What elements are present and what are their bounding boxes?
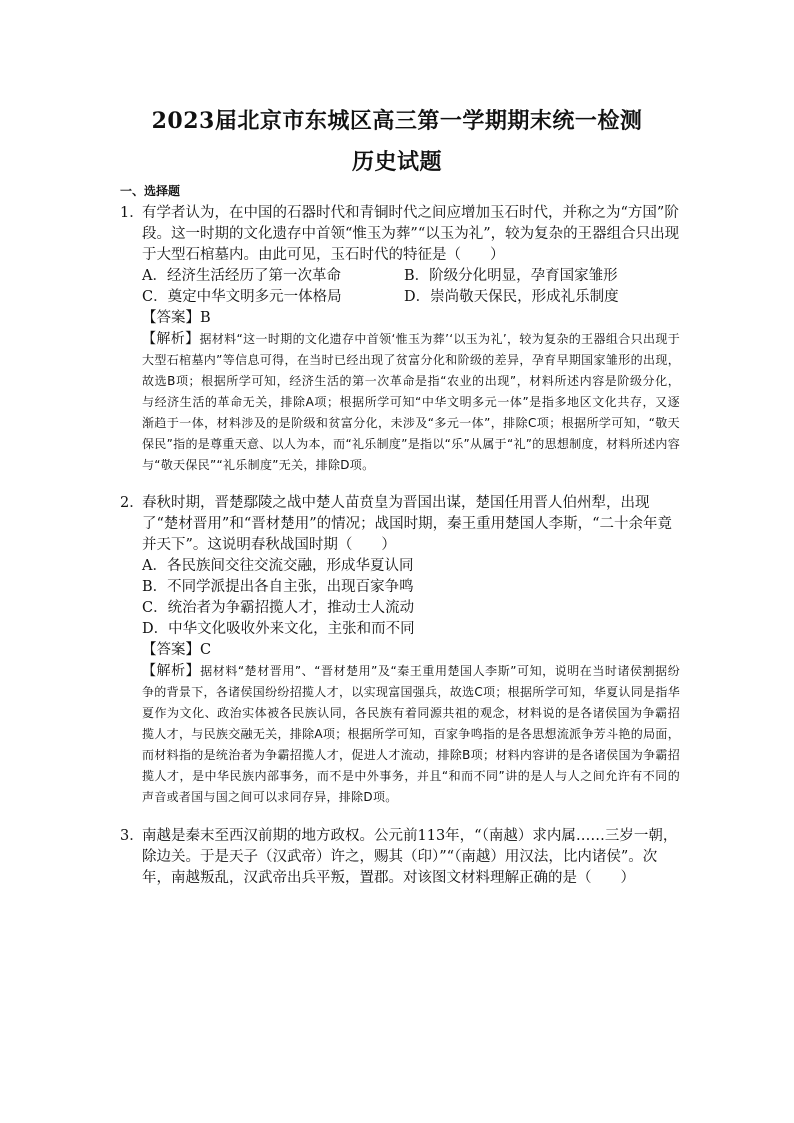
option-a: A．经济生活经历了第一次革命 xyxy=(142,268,341,284)
section-heading: 一、选择题 xyxy=(120,184,181,198)
document-title: 2023届北京市东城区高三第一学期期末统一检测 xyxy=(151,108,643,134)
question-number: 1． xyxy=(120,205,144,221)
option-a: A．各民族间交往交流交融，形成华夏认同 xyxy=(142,558,414,574)
analysis-block xyxy=(142,661,680,808)
question-number: 3． xyxy=(120,828,144,844)
analysis-tag: 【解析】 xyxy=(142,663,201,679)
options-list xyxy=(142,556,680,640)
options-list xyxy=(142,266,680,308)
answer-line: 【答案】B xyxy=(142,310,211,326)
option-c: C．奠定中华文明多元一体格局 xyxy=(142,289,342,305)
question-stem: 南越是秦末至西汉前期的地方政权。公元前113年，“（南越）求内属……三岁一朝，除边关。于是天子（汉武帝）许之，赐其（印）”“（南越）用汉法，比内诸侯”。次年，南越叛乱，汉武帝出兵平叛，置郡。对该图文材料理解正确的是（ ） xyxy=(142,828,678,886)
analysis-block xyxy=(142,329,680,476)
question-stem: 有学者认为，在中国的石器时代和青铜时代之间应增加玉石时代，并称之为“方国”阶段。这一时期的文化遗存中首领“惟玉为葬”“以玉为礼”，较为复杂的王器组合只出现于大型石棺墓内。由此可见，玉石时代的特征是（ ） xyxy=(142,205,680,263)
analysis-text: 据材料“楚材晋用”、“晋材楚用”及“秦王重用楚国人李斯”可知，说明在当时诸侯割据纷争的背景下，各诸侯国纷纷招揽人才，以实现富国强兵，故选C项；根据所学可知，华夏认同是指华夏作为文化、政治实体被各民族认同，各民族有着同源共祖的观念，材料说的是各诸侯国为争霸招揽人才，与民族交融无关，排除A项；根据所学可知，百家争鸣指的是各思想流派争芳斗艳的局面，而材料指的是统治者为争霸招揽人才，促进人才流动，排除B项；材料内容讲的是各诸侯国为争霸招揽人才，是中华民族内部事务，而不是中外事务，并且“和而不同”讲的是人与人之间允许有不同的声音或者国与国之间可以求同存异，排除D项。 xyxy=(142,664,680,804)
option-d: D．崇尚敬天保民，形成礼乐制度 xyxy=(404,289,619,305)
option-c: C．统治者为争霸招揽人才，推动士人流动 xyxy=(142,600,415,616)
option-d: D．中华文化吸收外来文化，主张和而不同 xyxy=(142,621,415,637)
question-1 xyxy=(120,203,680,476)
document-subtitle: 历史试题 xyxy=(351,149,442,175)
analysis-tag: 【解析】 xyxy=(142,331,200,347)
answer-line: 【答案】C xyxy=(142,642,212,658)
question-stem: 春秋时期，晋楚鄢陵之战中楚人苗贲皇为晋国出谋，楚国任用晋人伯州犁，出现了“楚材晋用”和“晋材楚用”的情况；战国时期，秦王重用楚国人李斯，“二十余年竟并天下”。这说明春秋战国时期（ ） xyxy=(142,495,673,553)
question-number: 2． xyxy=(120,495,144,511)
question-2 xyxy=(120,493,680,808)
question-3 xyxy=(120,826,680,889)
option-b: B．阶级分化明显，孕育国家雏形 xyxy=(404,268,618,284)
analysis-text: 据材料“这一时期的文化遗存中首领‘惟玉为葬’‘以玉为礼’，较为复杂的王器组合只出现于大型石棺墓内”等信息可得，在当时已经出现了贫富分化和阶级的差异，孕育早期国家雏形的出现，故选B项；根据所学可知，经济生活的第一次革命是指“农业的出现”，材料所述内容是阶级分化，与经济生活的革命无关，排除A项；根据所学可知“中华文明多元一体”是指多地区文化共存，又逐渐趋于一体，材料涉及的是阶级和贫富分化，未涉及“多元一体”，排除C项；根据所学可知，“敬天保民”指的是尊重天意、以人为本，而“礼乐制度”是指以“乐”从属于“礼”的思想制度，材料所述内容与“敬天保民”“礼乐制度”无关，排除D项。 xyxy=(142,332,681,472)
option-b: B．不同学派提出各自主张，出现百家争鸣 xyxy=(142,579,414,595)
